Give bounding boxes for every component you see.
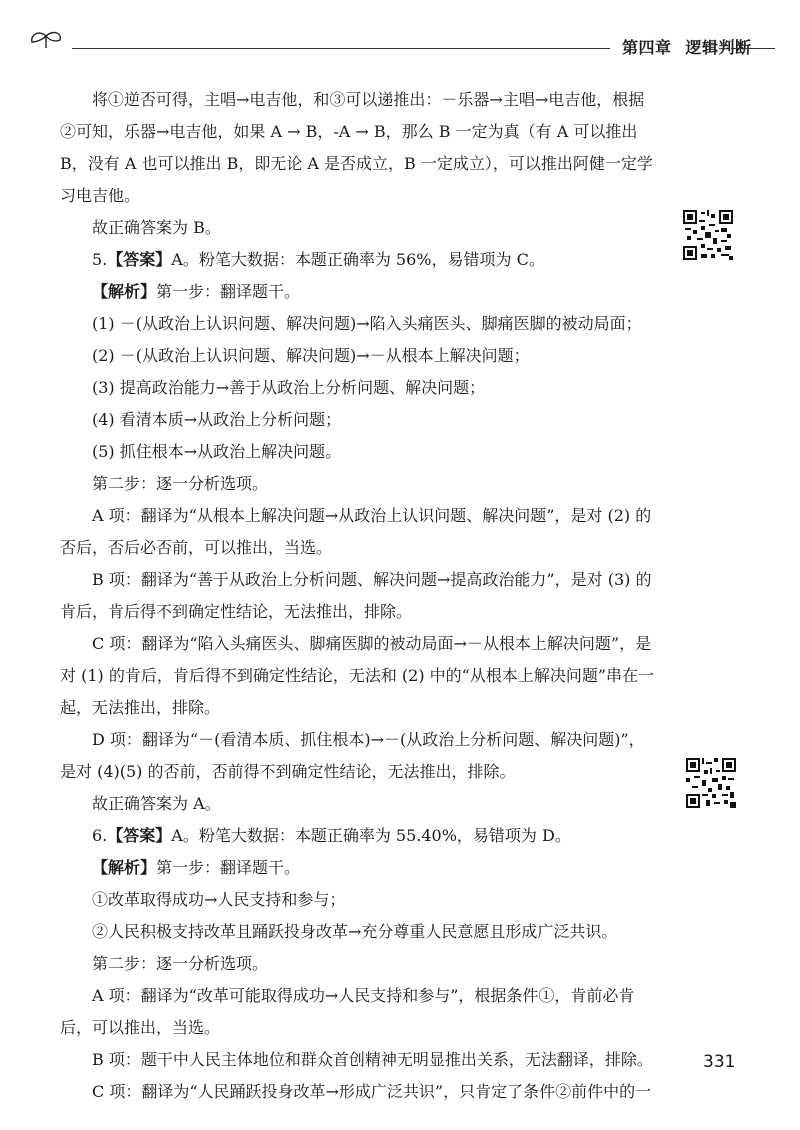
q5-option-b: B 项：翻译为“善于从政治上分析问题、解决问题→提高政治能力”，是对 (3) 的肯后，肯后得不到确定性结论，无法推出，排除。 <box>60 570 652 621</box>
q5-step1: 第一步：翻译题干。 <box>156 282 301 301</box>
analysis-tag: 【解析】 <box>92 858 157 877</box>
q6-item: ②人民积极支持改革且踊跃投身改革→充分尊重人民意愿且形成广泛共识。 <box>92 922 618 941</box>
q5-item: (1) －(从政治上认识问题、解决问题)→陷入头痛医头、脚痛医脚的被动局面； <box>92 314 642 333</box>
header-rule-left <box>72 48 610 49</box>
qr-code-icon[interactable] <box>686 758 736 808</box>
q5-analysis-line <box>60 276 660 308</box>
qr-code-icon[interactable] <box>683 210 733 260</box>
q5-number: 5. <box>92 250 108 269</box>
q6-option-a: A 项：翻译为“改革可能取得成功→人民支持和参与”，根据条件①，肯前必肯后，可以推出，当选。 <box>60 986 635 1037</box>
analysis-tag: 【解析】 <box>92 282 157 301</box>
leaf-icon <box>28 28 68 52</box>
q6-number: 6. <box>92 826 108 845</box>
answer-tag: 【答案】 <box>107 826 172 845</box>
q5-item: (2) －(从政治上认识问题、解决问题)→－从根本上解决问题； <box>92 346 530 365</box>
q6-item: ①改革取得成功→人民支持和参与； <box>92 890 346 909</box>
q6-option-c: C 项：翻译为“人民踊跃投身改革→形成广泛共识”，只肯定了条件②前件中的一 <box>92 1082 652 1101</box>
q6-answer-line <box>60 820 660 852</box>
q5-answer-line <box>60 244 660 276</box>
page-header <box>28 26 773 62</box>
q5-step2: 第二步：逐一分析选项。 <box>92 474 269 493</box>
q6-option-b: B 项：题干中人民主体地位和群众首创精神无明显推出关系，无法翻译，排除。 <box>92 1050 653 1069</box>
paragraph: 将①逆否可得，主唱→电吉他，和③可以递推出：－乐器→主唱→电吉他，根据②可知，乐器→电吉他，如果 A → B，-A → B，那么 B 一定为真（有 A 可以推出 B，没有 A 也可以推出 B，即无论 A 是否成立，B 一定成立），可以推出阿健一定学习电吉他。 <box>60 90 653 205</box>
q5-option-c: C 项：翻译为“陷入头痛医头、脚痛医脚的被动局面→－从根本上解决问题”，是对 (1) 的肯后，肯后得不到确定性结论，无法和 (2) 中的“从根本上解决问题”串在一起，无法推出，排除。 <box>60 634 655 717</box>
q6-step1: 第一步：翻译题干。 <box>156 858 301 877</box>
chapter-number: 第四章 <box>622 38 672 57</box>
q5-item: (4) 看清本质→从政治上分析问题； <box>92 410 342 429</box>
q6-answer: A。粉笔大数据：本题正确率为 55.40%，易错项为 D。 <box>171 826 571 845</box>
header-rule-right <box>731 48 775 49</box>
q6-analysis-line <box>60 852 660 884</box>
q5-item: (3) 提高政治能力→善于从政治上分析问题、解决问题； <box>92 378 486 397</box>
page-number: 331 <box>703 1052 736 1072</box>
q5-answer: A。粉笔大数据：本题正确率为 56%，易错项为 C。 <box>171 250 545 269</box>
chapter-label <box>622 35 752 58</box>
page-content <box>60 84 660 1108</box>
q5-option-d: D 项：翻译为“－(看清本质、抓住根本)→－(从政治上分析问题、解决问题)”，是对 (4)(5) 的否前，否前得不到确定性结论，无法推出，排除。 <box>60 730 645 781</box>
paragraph: 故正确答案为 B。 <box>92 218 221 237</box>
q6-step2: 第二步：逐一分析选项。 <box>92 954 269 973</box>
q5-item: (5) 抓住根本→从政治上解决问题。 <box>92 442 342 461</box>
q5-option-a: A 项：翻译为“从根本上解决问题→从政治上认识问题、解决问题”，是对 (2) 的否后，否后必否前，可以推出，当选。 <box>60 506 652 557</box>
q5-conclusion: 故正确答案为 A。 <box>92 794 221 813</box>
chapter-title: 逻辑判断 <box>685 38 752 57</box>
answer-tag: 【答案】 <box>107 250 172 269</box>
